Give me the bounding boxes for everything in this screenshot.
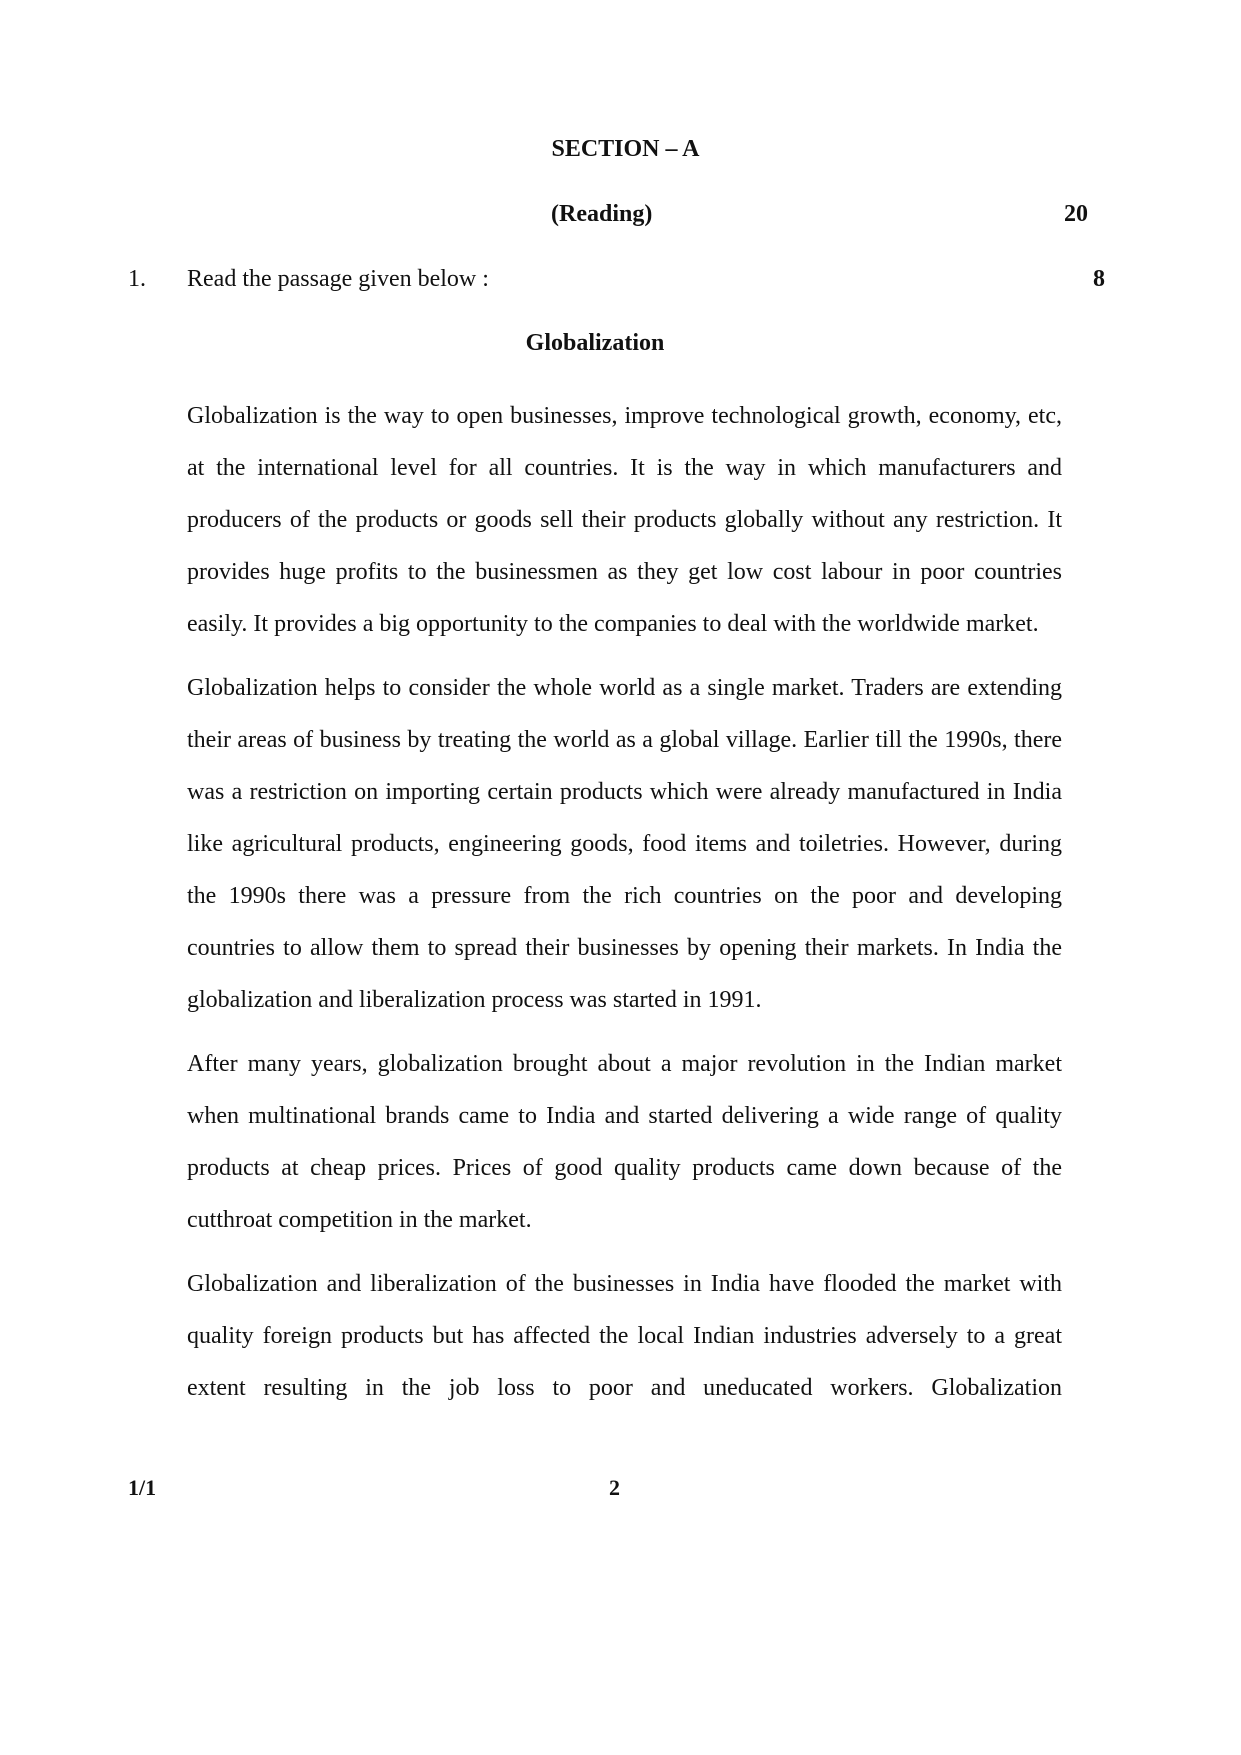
question-prompt: Read the passage given below :: [187, 266, 489, 292]
passage-title: Globalization: [525, 330, 665, 356]
section-subtitle: (Reading): [551, 201, 653, 227]
passage-paragraph: Globalization helps to consider the whole world as a single market. Traders are extending their areas of business by treating the world as a global village. Earlier till the 1990s, there was a restriction on importing certain products which were already manufactured in India like agricultural products, engineering goods, food items and toiletries. However, during the 1990s there was a pressure from the rich countries on the poor and developing countries to allow them to spread their businesses by opening their markets. In India the globalization and liberalization process was started in 1991.: [187, 675, 1062, 1013]
section-title-text: SECTION – A: [551, 136, 700, 162]
passage-body: [187, 390, 1062, 1426]
section-marks: 20: [1064, 201, 1088, 227]
passage-paragraph: After many years, globalization brought about a major revolution in the Indian market when multinational brands came to India and started delivering a wide range of quality products at cheap prices. Prices of good quality products came down because of the cutthroat competition in the market.: [187, 1051, 1062, 1233]
paper-code: 1/1: [128, 1475, 157, 1500]
page-number: 2: [609, 1475, 620, 1500]
passage-paragraph: Globalization is the way to open businesses, improve technological growth, economy, etc, at the international level for all countries. It is the way in which manufacturers and producers of the products or goods sell their products globally without any restriction. It provides huge profits to the businessmen as they get low cost labour in poor countries easily. It provides a big opportunity to the companies to deal with the worldwide market.: [187, 403, 1062, 637]
passage-paragraph: Globalization and liberalization of the businesses in India have flooded the market with quality foreign products but has affected the local Indian industries adversely to a great extent resulting in the job loss to poor and uneducated workers. Globalization: [187, 1271, 1062, 1401]
question-marks: 8: [1093, 266, 1105, 292]
section-title: [0, 136, 1241, 163]
question-number: 1.: [128, 266, 146, 292]
